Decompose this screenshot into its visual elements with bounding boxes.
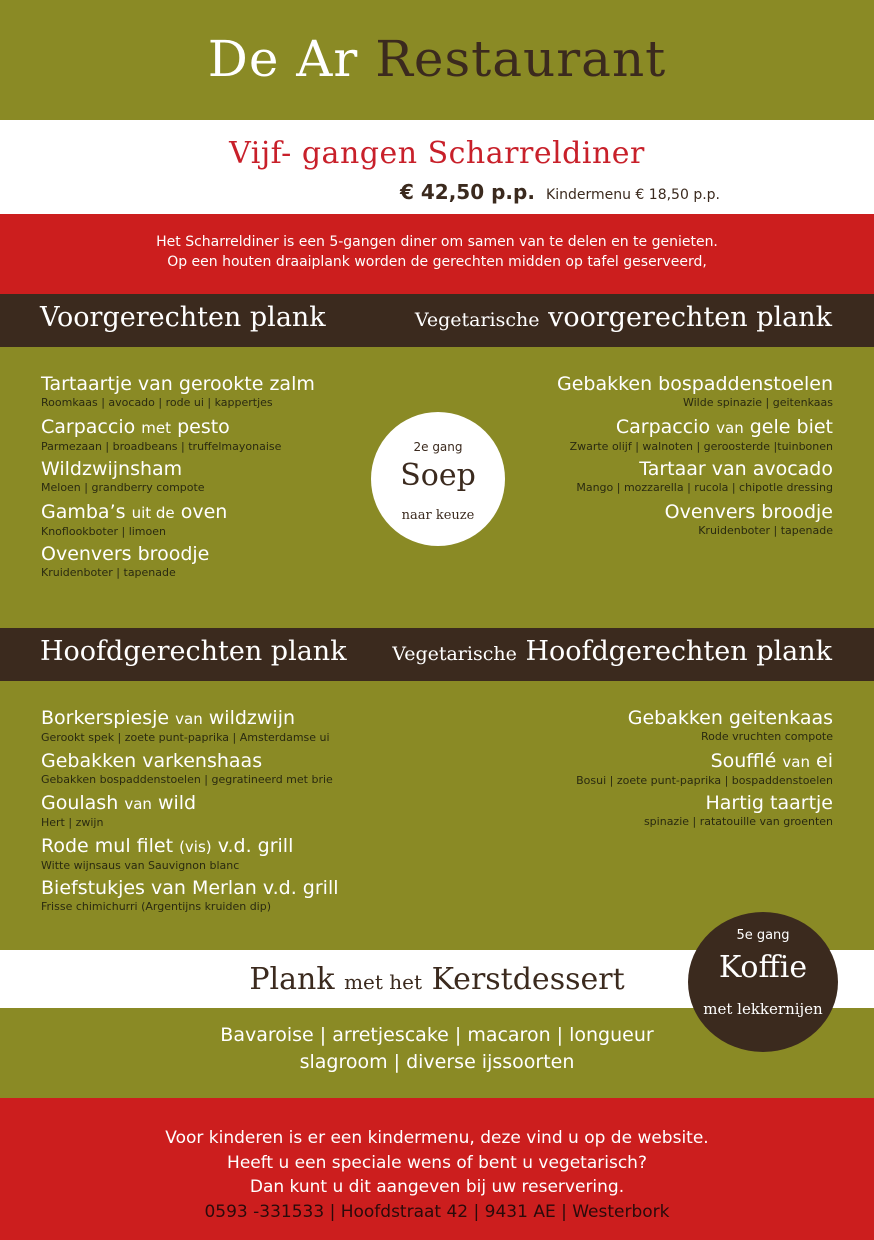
footer [0,1098,874,1240]
dish-name-part: Soufflé [710,749,777,772]
dish-name: Hartig taartje [705,792,833,814]
footer-line-1: Voor kinderen is er een kindermenu, deze vind u op de website. [165,1128,709,1148]
dish-name-part: Goulash [41,792,119,814]
dish-desc: Frisse chimichurri (Argentijns kruiden dip) [41,900,272,913]
starters-list [41,373,315,586]
list-item [41,458,315,501]
footer-contact: 0593 -331533 | Hoofdstraat 42 | 9431 AE | Westerbork [204,1201,670,1222]
dish-name: Wildzwijnsham [41,458,183,480]
soup-course-badge [371,412,505,546]
dish-name-part: gele biet [749,415,833,438]
dish-desc: Rode vruchten compote [701,730,833,743]
dish-desc: spinazie | ratatouille van groenten [643,815,833,828]
intro-line-1: Het Scharreldiner is een 5-gangen diner om samen van te delen en te genieten. [156,234,718,250]
list-item [41,501,315,544]
list-item [557,373,833,416]
dish-name-connector: uit de [131,503,175,522]
dish-name-part: wildzwijn [208,707,296,729]
dish-name-part: v.d. grill [217,834,294,857]
dish-desc: Gerookt spek | zoete punt-paprika | Amsterdamse ui [41,731,330,744]
list-item [41,707,339,750]
subtitle-section [0,120,874,214]
dish-desc: Zwarte olijf | walnoten | geroosterde |tuinbonen [569,439,833,453]
list-item [557,416,833,459]
dish-name [557,416,833,440]
coffee-title: Koffie [718,950,808,985]
title-banner [0,0,874,120]
intro-section [0,214,874,294]
list-item [41,792,339,835]
mains-header [0,628,874,681]
mains-list [41,707,339,920]
list-item [41,835,339,878]
footer-line-3: Dan kunt u dit aangeven bij uw reservering. [249,1177,625,1197]
dish-name: Ovenvers broodje [41,543,210,565]
veg-starters-heading [415,302,832,333]
soup-title: Soep [400,458,476,493]
list-item [557,458,833,501]
list-item [41,373,315,416]
dish-name-part: oven [180,500,228,523]
veg-mains-heading-small: Vegetarische [392,643,517,665]
dish-desc: Knoflookboter | limoen [41,524,166,538]
dessert-title-part: Kerstdessert [431,962,625,997]
restaurant-title-part2: Restaurant [375,30,667,88]
dish-name-part: wild [157,792,197,814]
dish-name-part: Carpaccio [615,415,711,438]
list-item [557,501,833,544]
starters-heading: Voorgerechten plank [40,302,326,333]
list-item [576,750,833,793]
dish-name [576,750,833,774]
list-item [41,543,315,586]
dish-name-connector: (vis) [179,837,212,856]
mains-body [0,681,874,950]
dessert-title-part: Plank [249,962,335,997]
dish-name-part: Carpaccio [41,415,136,438]
dish-name [41,501,315,525]
dinner-title: Vijf- gangen Scharreldiner [229,136,645,171]
dish-desc: Hert | zwijn [41,816,104,829]
dish-desc: Parmezaan | broadbeans | truffelmayonaise [41,439,282,453]
veg-starters-heading-small: Vegetarische [414,309,540,331]
dish-name-part: ei [816,749,833,772]
kids-price: Kindermenu € 18,50 p.p. [546,187,720,203]
dish-name-part: pesto [177,415,230,438]
dish-desc: Bosui | zoete punt-paprika | bospaddenstoelen [576,773,833,787]
list-item [41,750,339,793]
price: € 42,50 p.p. [400,180,535,204]
dish-name-part: Rode mul filet [41,834,174,857]
dish-desc: Kruidenboter | tapenade [41,566,176,579]
dish-name [41,707,339,731]
intro-line-2: Op een houten draaiplank worden de gerechten midden op tafel geserveerd, [167,254,707,270]
coffee-subtitle: met lekkernijen [703,1000,823,1018]
dish-name [41,835,339,859]
veg-mains-heading-big: Hoofdgerechten plank [525,636,832,667]
soup-subtitle: naar keuze [401,508,475,523]
dish-name-connector: van [782,752,810,771]
dish-name-part: Gamba’s [41,500,126,523]
veg-mains-heading [392,636,832,667]
coffee-course-number: 5e gang [736,928,790,943]
mains-heading: Hoofdgerechten plank [40,636,347,667]
dish-name-connector: met [141,418,172,437]
dish-name: Gebakken bospaddenstoelen [556,373,833,395]
dish-name: Gebakken geitenkaas [627,707,833,729]
dish-name [41,792,339,816]
dessert-title-connector: met het [344,970,423,994]
veg-starters-list [557,373,833,543]
dish-name-connector: van [124,795,152,813]
list-item [576,707,833,750]
dish-desc: Meloen | grandberry compote [41,481,205,494]
dish-desc: Kruidenboter | tapenade [698,523,833,537]
restaurant-title-part1: De Ar [207,30,359,88]
dish-desc: Roomkaas | avocado | rode ui | kappertjes [41,396,273,409]
soup-course-number: 2e gang [413,440,463,454]
dish-desc: Wilde spinazie | geitenkaas [682,396,833,409]
dish-name: Ovenvers broodje [664,500,833,523]
coffee-course-badge [688,912,838,1052]
dish-name-connector: van [716,418,744,437]
dish-desc: Witte wijnsaus van Sauvignon blanc [41,858,240,872]
dessert-line-2: slagroom | diverse ijssoorten [299,1051,575,1073]
list-item [41,877,339,920]
veg-starters-heading-big: voorgerechten plank [548,302,832,333]
footer-line-2: Heeft u een speciale wens of bent u vegetarisch? [227,1152,647,1173]
dish-name: Tartaartje van gerookte zalm [41,373,315,395]
dish-name: Gebakken varkenshaas [41,749,263,772]
price-line [400,180,720,204]
dessert-line-1: Bavaroise | arretjescake | macaron | longueur [220,1024,654,1046]
list-item [576,792,833,835]
veg-mains-list [576,707,833,835]
dish-name-part: Borkerspiesje [41,707,170,729]
list-item [41,416,315,459]
restaurant-title [0,30,874,88]
dish-desc: Gebakken bospaddenstoelen | gegratineerd met brie [41,772,333,786]
dish-name: Tartaar van avocado [639,458,833,480]
dish-desc: Mango | mozzarella | rucola | chipotle dressing [576,481,833,494]
dish-name: Biefstukjes van Merlan v.d. grill [41,877,339,899]
dish-name [41,416,315,440]
dish-name-connector: van [175,710,203,728]
starters-header [0,294,874,347]
